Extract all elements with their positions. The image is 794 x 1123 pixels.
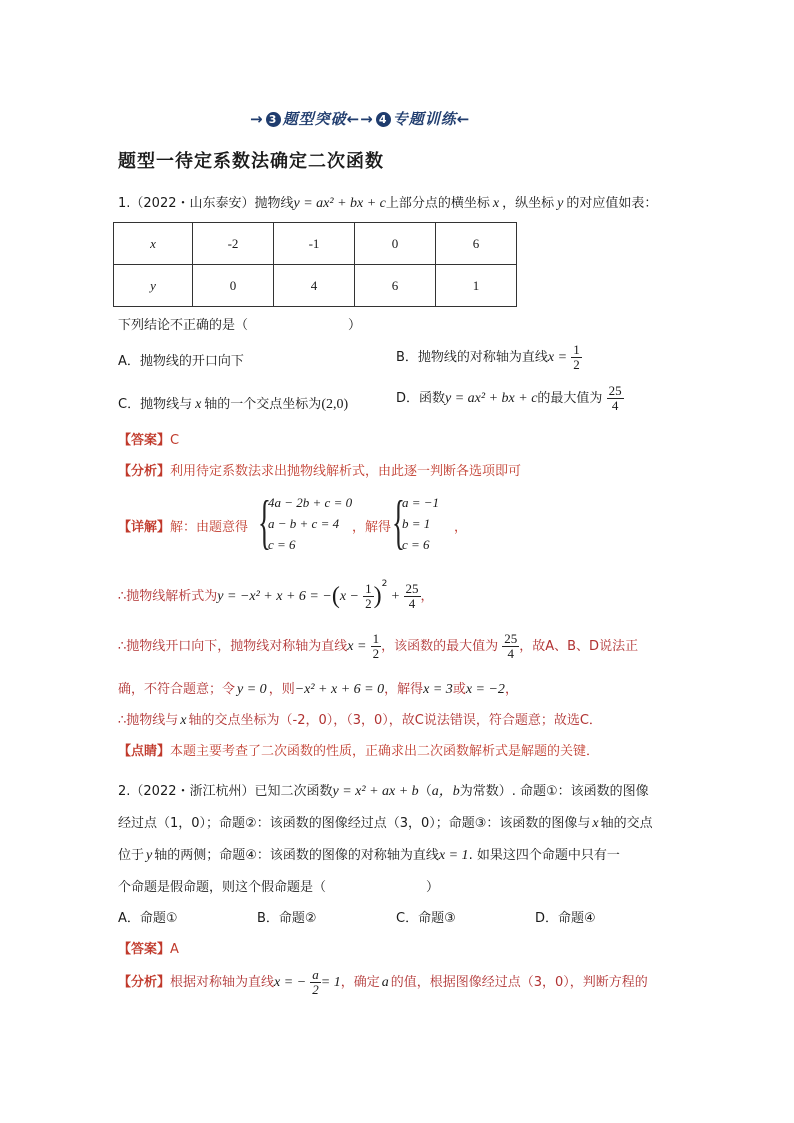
value-table — [113, 222, 517, 307]
detail-comma: ， — [454, 520, 468, 535]
table-cell: 6 — [436, 223, 517, 265]
q2-option-c: C．命题③ — [396, 911, 456, 926]
equation-system-2: a = −1 b = 1 c = 6 — [402, 495, 440, 552]
q2-option-a: A．命题① — [118, 911, 178, 926]
q1-analysis: 【分析】利用待定系数法求出抛物线解析式，由此逐一判断各选项即可 — [118, 464, 522, 479]
fraction: $\frac{a}{2}$ — [312, 967, 319, 997]
q1-option-c: C．抛物线与 x 轴的一个交点坐标为(2,0) — [118, 397, 349, 412]
circled-number-3: 3 — [266, 112, 281, 127]
q2-option-b: B．命题② — [257, 911, 317, 926]
q2-line-3: 位于 y 轴的两侧；命题④：该函数的图像的对称轴为直线x = 1. 如果这四个命题中只有一 — [118, 848, 620, 863]
q2-answer: 【答案】A — [118, 942, 179, 957]
q1-parabola-expression: ∴抛物线解析式为y = −x² + x + 6 = −(x − $\frac{1}{2}$ )$^2$ + $\frac{25}{4}$ ， — [118, 579, 434, 611]
equation-system-1: 4a − 2b + c = 0 a − b + c = 4 c = 6 — [268, 495, 353, 552]
table-row — [114, 265, 517, 307]
arrow-left-icon: ← — [456, 110, 471, 128]
q1-intro: 1.（2022・山东泰安）抛物线y = ax² + bx + c上部分点的横坐标 x ，纵坐标 y 的对应值如表： — [118, 196, 658, 211]
q1-option-d: D．函数y = ax² + bx + c的最大值为 $\frac{25}{4}$ — [396, 383, 622, 413]
table-cell: 4 — [274, 265, 355, 307]
table-row — [114, 223, 517, 265]
q1-option-b: B．抛物线的对称轴为直线x = $\frac{1}{2}$ — [396, 342, 580, 372]
fraction: $\frac{25}{4}$ — [608, 383, 622, 413]
arrow-both-icon: ←→ — [346, 110, 374, 128]
fraction: $\frac{1}{2}$ — [372, 631, 380, 661]
q1-reasoning-line-2: ∴抛物线开口向下，抛物线对称轴为直线x = $\frac{1}{2}$ ，该函数的最大值为 $\frac{25}{4}$ ，故A、B、D说法正 — [118, 631, 639, 661]
q2-option-d: D．命题④ — [535, 911, 596, 926]
q2-line-2: 经过点（1，0）；命题②：该函数的图像经过点（3，0）；命题③：该函数的图像与 x 轴的交点 — [118, 816, 653, 831]
q1-detail: 【详解】解：由题意得 — [118, 520, 249, 535]
section-header — [250, 108, 470, 129]
table-cell: -2 — [193, 223, 274, 265]
table-cell: 0 — [193, 265, 274, 307]
q1-prompt: 下列结论不正确的是（ ） — [118, 318, 362, 333]
fraction: $\frac{1}{2}$ — [365, 581, 372, 611]
section-title: 题型一待定系数法确定二次函数 — [118, 151, 384, 172]
brace-icon: { — [392, 489, 405, 555]
header-part-2: 专题训练 — [392, 110, 457, 128]
q1-answer: 【答案】C — [118, 433, 180, 448]
table-cell: y — [114, 265, 193, 307]
circled-number-4: 4 — [376, 112, 391, 127]
brace-icon: { — [258, 489, 271, 555]
q2-line-1: 2.（2022・浙江杭州）已知二次函数y = x² + ax + b（a，b为常数）. 命题①：该函数的图像 — [118, 784, 649, 799]
fraction: $\frac{1}{2}$ — [573, 342, 580, 372]
q1-reasoning-line-4: ∴抛物线与 x 轴的交点坐标为（-2，0），（3，0），故C说法错误，符合题意；故选C． — [118, 713, 602, 728]
q2-line-4: 个命题是假命题，则这个假命题是（ ） — [118, 880, 440, 895]
header-part-1: 题型突破 — [282, 110, 347, 128]
q1-point: 【点睛】本题主要考查了二次函数的性质，正确求出二次函数解析式是解题的关键． — [118, 744, 600, 759]
table-cell: -1 — [274, 223, 355, 265]
table-cell: 0 — [355, 223, 436, 265]
fraction: $\frac{25}{4}$ — [504, 631, 518, 661]
table-cell: x — [114, 223, 193, 265]
arrow-right-icon: → — [250, 110, 264, 128]
detail-solve-text: ，解得 — [352, 520, 392, 535]
q1-option-a: A．抛物线的开口向下 — [118, 354, 244, 369]
table-cell: 1 — [436, 265, 517, 307]
table-cell: 6 — [355, 265, 436, 307]
q1-reasoning-line-3: 确，不符合题意；令 y = 0 ，则−x² + x + 6 = 0，解得x = 3或x = −2， — [118, 682, 518, 697]
q2-analysis: 【分析】根据对称轴为直线x = − $\frac{a}{2}$ = 1，确定 a 的值，根据图像经过点（3，0），判断方程的 — [118, 967, 648, 997]
fraction: $\frac{25}{4}$ — [405, 581, 419, 611]
